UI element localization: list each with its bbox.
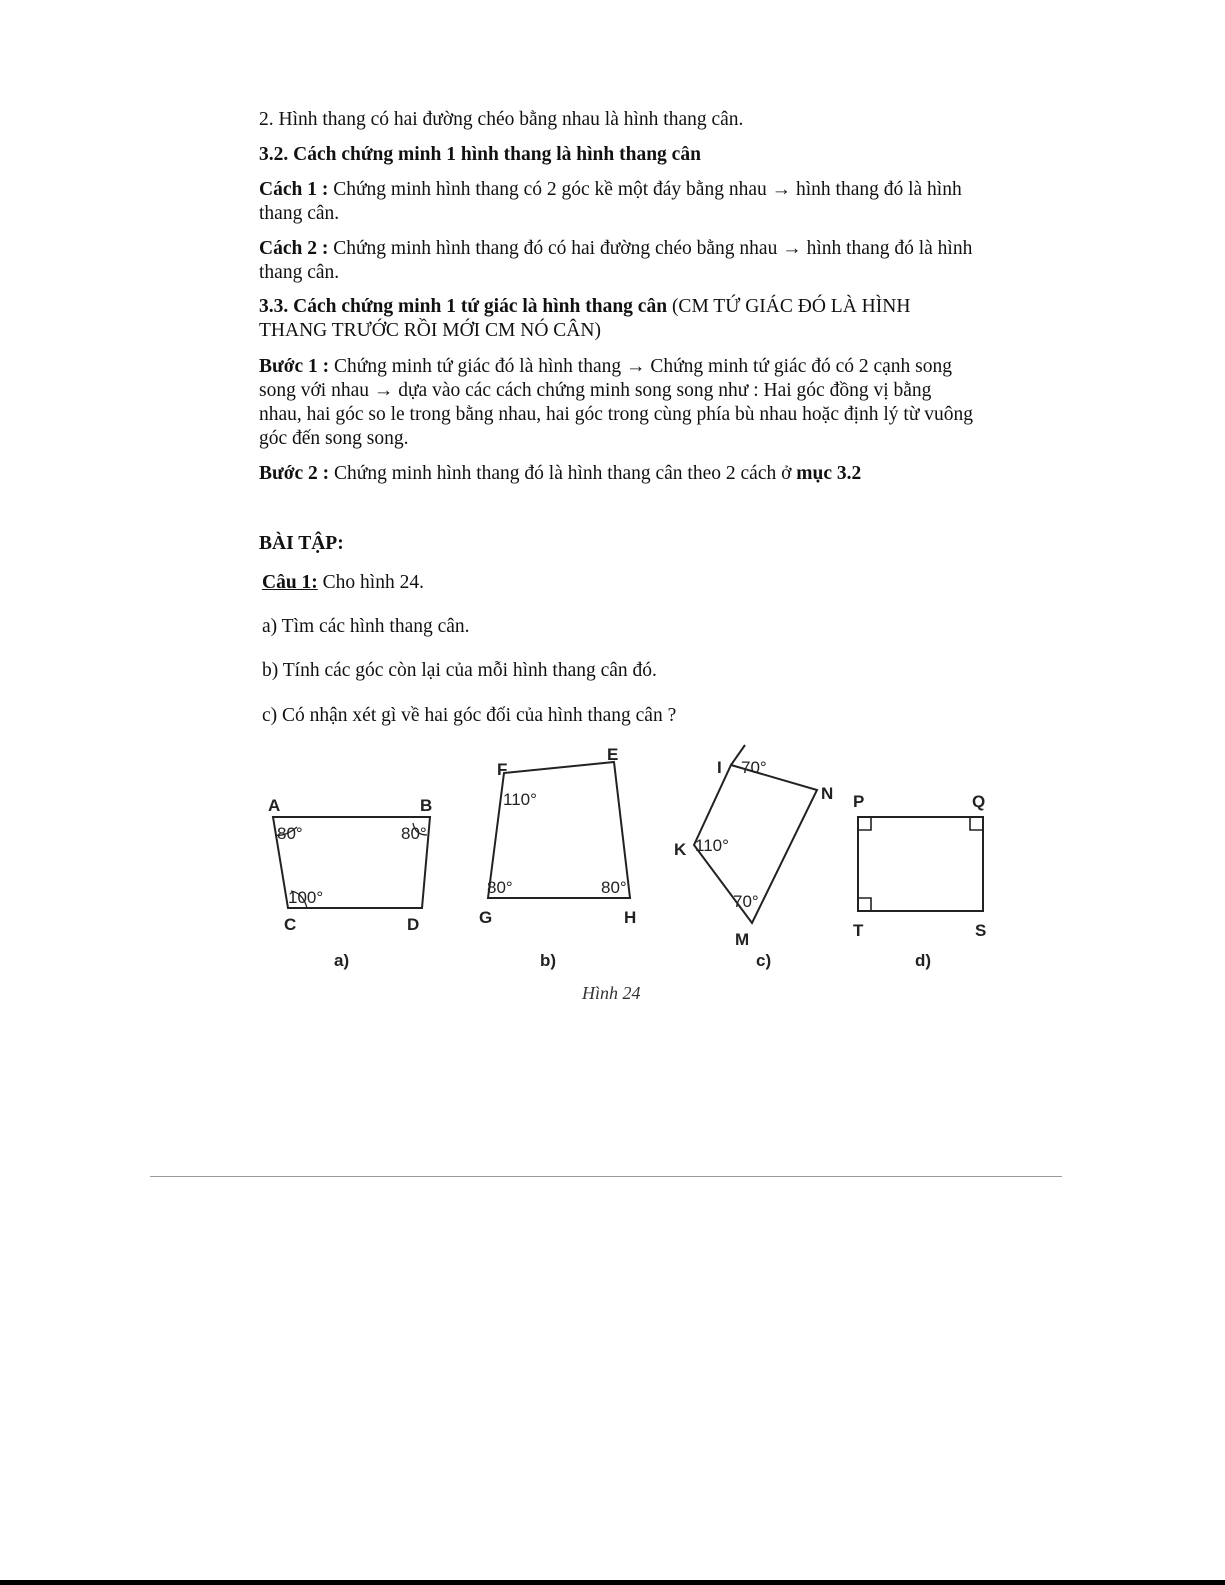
rectangle-pqst [858, 817, 983, 911]
vertex-N: N [821, 784, 834, 803]
question-b: b) Tính các góc còn lại của mỗi hình thang cân đó. [262, 660, 657, 681]
vertex-B: B [420, 796, 433, 815]
figure-24 [255, 735, 1015, 1010]
label-d: d) [915, 951, 932, 970]
vertex-P: P [853, 792, 865, 811]
angle-B: 80° [401, 824, 427, 843]
page-bottom-border [0, 1580, 1225, 1585]
method-2: Cách 2 : Chứng minh hình thang đó có hai đường chéo bằng nhau → hình thang đó là hình thang cân. [259, 238, 973, 283]
vertex-T: T [853, 921, 864, 940]
question-a: a) Tìm các hình thang cân. [262, 616, 470, 637]
vertex-K: K [674, 840, 687, 859]
angle-M: 70° [733, 892, 759, 911]
vertex-S: S [975, 921, 987, 940]
figure-caption: Hình 24 [582, 983, 641, 1003]
angle-F: 110° [503, 790, 537, 809]
method-1: Cách 1 : Chứng minh hình thang có 2 góc kề một đáy bằng nhau → hình thang đó là hình thang cân. [259, 179, 962, 224]
angle-C: 100° [288, 888, 324, 907]
angle-K: 110° [695, 836, 729, 855]
label-c: c) [756, 951, 772, 970]
heading-3-2: 3.2. Cách chứng minh 1 hình thang là hình thang cân [259, 144, 701, 165]
vertex-E: E [607, 745, 619, 764]
question-c: c) Có nhận xét gì về hai góc đối của hình thang cân ? [262, 705, 677, 726]
step-2: Bước 2 : Chứng minh hình thang đó là hình thang cân theo 2 cách ở mục 3.2 [259, 463, 862, 484]
vertex-D: D [407, 915, 420, 934]
line-1: 2. Hình thang có hai đường chéo bằng nhau là hình thang cân. [259, 109, 744, 130]
label-b: b) [540, 951, 557, 970]
vertex-A: A [268, 796, 281, 815]
angle-A: 80° [277, 824, 303, 843]
vertex-F: F [497, 760, 508, 779]
angle-I: 70° [741, 758, 767, 777]
vertex-H: H [624, 908, 637, 927]
label-a: a) [334, 951, 350, 970]
angle-H: 80° [601, 878, 627, 897]
vertex-M: M [735, 930, 750, 949]
angle-G: 80° [487, 878, 513, 897]
vertex-Q: Q [972, 792, 986, 811]
exercise-heading: BÀI TẬP: [259, 533, 344, 554]
divider [150, 1176, 1062, 1177]
step-1: Bước 1 : Chứng minh tứ giác đó là hình thang → Chứng minh tứ giác đó có 2 cạnh song song với nhau → dựa vào các cách chứng minh song song như : Hai góc đồng vị bằng nhau, hai góc so le trong bằng nhau, hai góc trong cùng phía bù nhau hoặc định lý từ vuông góc đến song song. [259, 356, 974, 449]
heading-3-3: 3.3. Cách chứng minh 1 tứ giác là hình thang cân (CM TỨ GIÁC ĐÓ LÀ HÌNH THANG TRƯỚC RỒI MỚI CM NÓ CÂN) [259, 296, 911, 341]
vertex-I: I [717, 758, 722, 777]
question-1: Câu 1: Cho hình 24. [262, 572, 424, 593]
vertex-G: G [479, 908, 493, 927]
vertex-C: C [284, 915, 297, 934]
